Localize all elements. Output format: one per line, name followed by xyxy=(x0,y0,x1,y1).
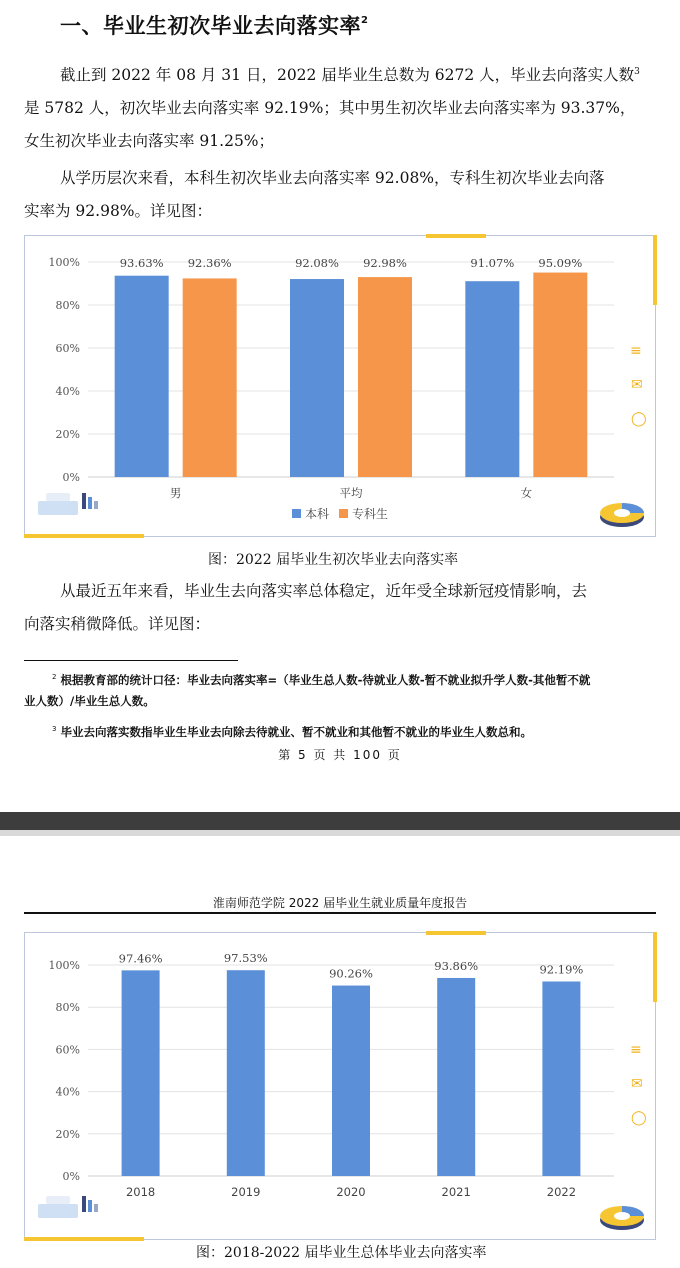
bar xyxy=(115,276,169,477)
chart1-caption: 图：2022 届毕业生初次毕业去向落实率 xyxy=(208,552,459,568)
bar xyxy=(437,978,475,1176)
summary-paragraph xyxy=(24,56,656,158)
footnote-2-text: 根据教育部的统计口径：毕业去向落实率=（毕业生总人数-待就业人数-暂不就业拟升学人数-其他暂不就 xyxy=(60,672,591,687)
x-tick-label: 女 xyxy=(520,486,533,500)
section-heading-text: 一、毕业生初次毕业去向落实率 xyxy=(60,14,361,38)
x-tick-label: 男 xyxy=(169,486,182,500)
footnote-3 xyxy=(24,719,660,743)
deco-shape xyxy=(82,493,86,509)
pie-icon xyxy=(614,509,630,517)
deco-shape xyxy=(94,501,98,509)
five-year-line-2: 向落实稍微降低。详见图： xyxy=(24,615,211,633)
menu-icon[interactable]: ≡ xyxy=(630,1042,642,1058)
chart1-svg xyxy=(24,235,656,537)
data-label: 93.86% xyxy=(434,958,479,973)
x-tick-label: 2018 xyxy=(125,1185,156,1199)
x-tick-label: 2019 xyxy=(231,1185,261,1199)
report-header: 淮南师范学院 2022 届毕业生就业质量年度报告 xyxy=(212,896,468,910)
bar xyxy=(533,273,587,477)
x-tick-label: 2022 xyxy=(546,1185,577,1199)
y-tick-label: 80% xyxy=(55,299,80,312)
education-level-line-1: 从学历层次来看，本科生初次毕业去向落实率 92.08%，专科生初次毕业去向落 xyxy=(60,169,605,187)
y-tick-label: 100% xyxy=(48,256,80,269)
data-label: 97.46% xyxy=(118,951,163,966)
y-tick-label: 20% xyxy=(55,1127,80,1141)
chat-icon[interactable]: ◯ xyxy=(631,411,647,427)
y-tick-label: 80% xyxy=(55,1001,80,1015)
footnote-3-mark: 3 xyxy=(52,725,57,733)
five-year-line-1: 从最近五年来看，毕业生去向落实率总体稳定，近年受全球新冠疫情影响，去 xyxy=(60,582,588,600)
bar xyxy=(227,970,265,1176)
data-label: 92.08% xyxy=(295,256,339,270)
bar xyxy=(183,278,237,477)
footnote-ref-2[interactable]: 2 xyxy=(361,15,369,26)
chart2-caption: 图：2018-2022 届毕业生总体毕业去向落实率 xyxy=(196,1245,487,1261)
data-label: 91.07% xyxy=(470,256,515,270)
x-tick-label: 2021 xyxy=(441,1185,471,1199)
decorative-illustration xyxy=(38,493,98,515)
y-tick-label: 60% xyxy=(55,1043,80,1057)
data-label: 92.36% xyxy=(187,256,232,270)
summary-line-2: 是 5782 人，初次毕业去向落实率 92.19%；其中男生初次毕业去向落实率为 93.37%， xyxy=(24,99,636,118)
bar xyxy=(465,281,519,477)
data-label: 95.09% xyxy=(538,256,583,270)
chat-icon[interactable]: ◯ xyxy=(631,1110,647,1126)
education-level-paragraph xyxy=(24,162,656,228)
footnote-2 xyxy=(24,667,660,712)
summary-line-3: 女生初次毕业去向落实率 91.25%； xyxy=(24,132,275,151)
summary-line-1: 截止到 2022 年 08 月 31 日，2022 届毕业生总数为 6272 人，毕业去向落实人数 xyxy=(60,66,635,85)
footnote-3-text: 毕业去向落实数指毕业生毕业去向除去待就业、暂不就业和其他暂不就业的毕业生人数总和。 xyxy=(60,724,532,739)
footnote-2-mark: 2 xyxy=(52,673,57,681)
y-tick-label: 20% xyxy=(55,428,80,441)
footnote-divider xyxy=(24,660,238,661)
section-heading xyxy=(60,10,368,40)
menu-icon[interactable]: ≡ xyxy=(630,343,642,359)
footnote-ref-3[interactable]: 3 xyxy=(634,67,640,77)
footnote-2-text-cont: 业人数）/毕业生总人数。 xyxy=(24,693,155,708)
deco-shape xyxy=(82,1196,86,1212)
decorative-illustration xyxy=(38,1196,98,1218)
page-separator-shade xyxy=(0,830,680,836)
five-year-paragraph xyxy=(24,575,656,641)
x-tick-label: 平均 xyxy=(339,486,363,500)
bar xyxy=(542,981,580,1176)
y-tick-label: 40% xyxy=(55,385,80,398)
x-tick-label: 2020 xyxy=(336,1185,366,1199)
y-tick-label: 0% xyxy=(62,1170,80,1183)
header-rule xyxy=(24,912,656,914)
data-label: 92.19% xyxy=(539,962,584,977)
mail-icon[interactable]: ✉ xyxy=(631,377,643,393)
page-separator xyxy=(0,812,680,830)
deco-shape xyxy=(94,1204,98,1212)
y-tick-label: 40% xyxy=(55,1085,80,1099)
y-tick-label: 0% xyxy=(62,471,80,484)
education-level-line-2: 实率为 92.98%。详见图： xyxy=(24,202,213,220)
legend-swatch xyxy=(292,509,301,518)
chart2-svg xyxy=(24,932,656,1240)
data-label: 97.53% xyxy=(223,951,268,966)
bar xyxy=(358,277,412,477)
y-tick-label: 60% xyxy=(55,342,80,355)
deco-shape xyxy=(88,1200,92,1212)
mail-icon[interactable]: ✉ xyxy=(631,1076,643,1092)
deco-shape xyxy=(38,1204,78,1218)
pie-icon xyxy=(614,1212,630,1220)
y-tick-label: 100% xyxy=(48,959,80,972)
legend-swatch xyxy=(339,509,348,518)
bar xyxy=(332,986,370,1176)
deco-shape xyxy=(88,497,92,509)
data-label: 90.26% xyxy=(329,966,373,981)
deco-shape xyxy=(46,493,70,501)
deco-shape xyxy=(46,1196,70,1204)
legend-label: 专科生 xyxy=(352,507,389,521)
bar xyxy=(122,970,160,1176)
legend-label: 本科 xyxy=(305,507,330,521)
data-label: 92.98% xyxy=(363,256,407,270)
data-label: 93.63% xyxy=(119,256,164,270)
deco-shape xyxy=(38,501,78,515)
bar xyxy=(290,279,344,477)
page-number: 第 5 页 共 100 页 xyxy=(278,748,402,762)
